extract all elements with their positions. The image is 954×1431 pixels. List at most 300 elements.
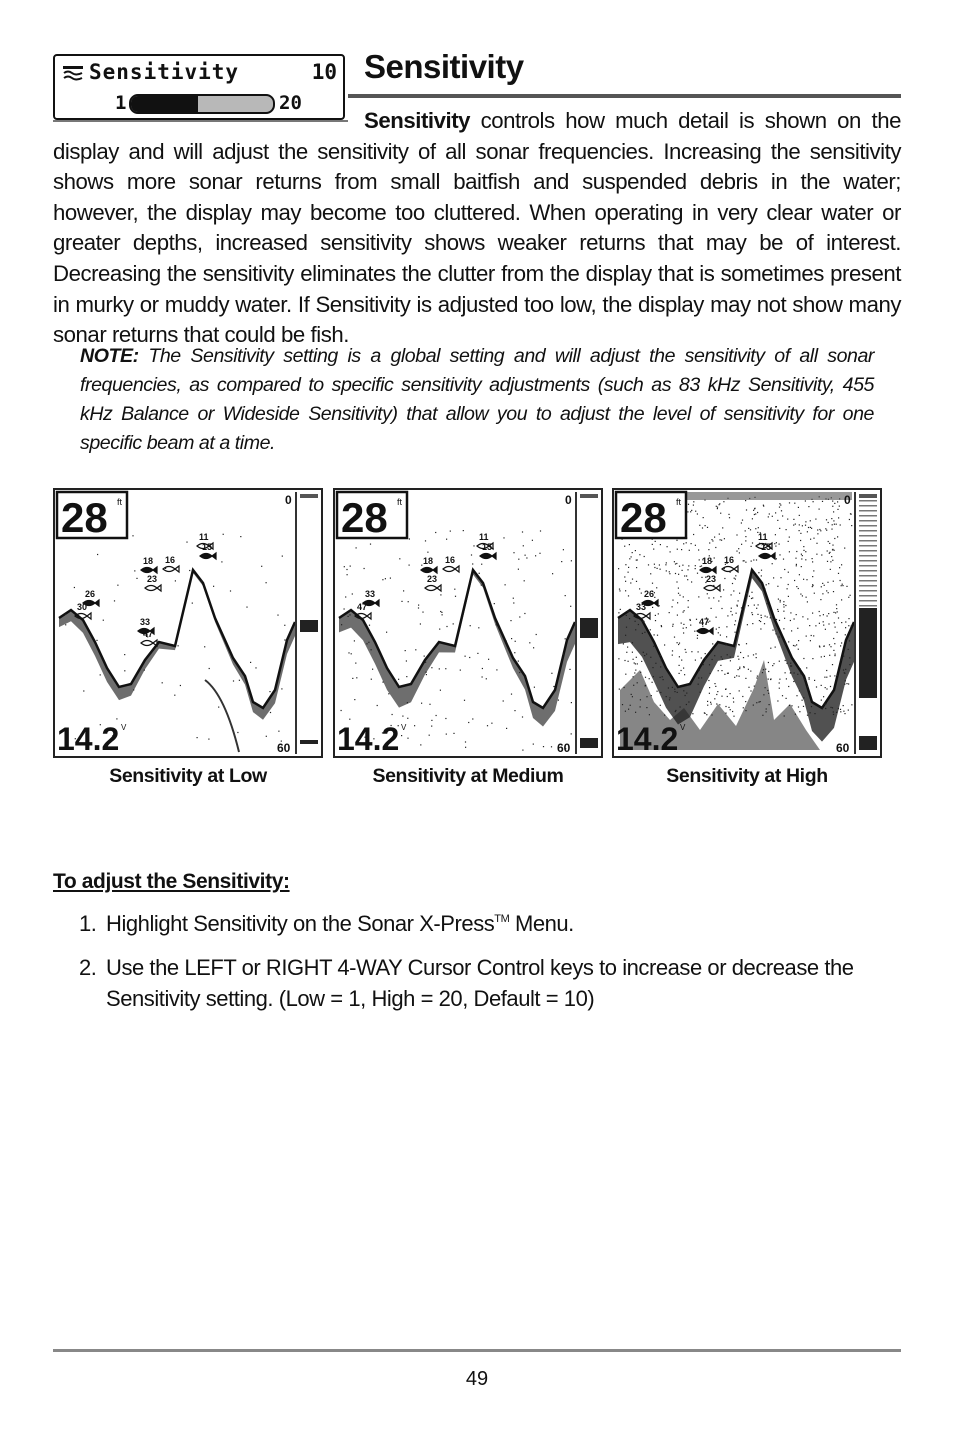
noise-dot — [812, 584, 813, 585]
noise-dot — [727, 696, 728, 697]
noise-dot — [425, 662, 426, 663]
noise-dot — [839, 567, 840, 568]
noise-dot — [736, 551, 737, 552]
noise-dot — [733, 698, 734, 699]
noise-dot — [719, 534, 720, 535]
noise-dot — [624, 576, 625, 577]
noise-dot — [779, 544, 780, 545]
noise-dot — [642, 633, 643, 634]
noise-dot — [736, 634, 737, 635]
noise-dot — [765, 589, 766, 590]
noise-dot — [685, 649, 686, 650]
noise-dot — [439, 629, 440, 630]
noise-dot — [347, 574, 348, 575]
noise-dot — [813, 570, 814, 571]
noise-dot — [768, 671, 769, 672]
noise-dot — [745, 500, 746, 501]
noise-dot — [837, 675, 838, 676]
noise-dot — [834, 655, 835, 656]
noise-dot — [679, 665, 680, 666]
noise-dot — [683, 668, 684, 669]
noise-dot — [633, 659, 634, 660]
noise-dot — [783, 606, 784, 607]
noise-dot — [682, 565, 683, 566]
noise-dot — [720, 665, 721, 666]
noise-dot — [664, 715, 665, 716]
noise-dot — [570, 606, 571, 607]
noise-dot — [741, 544, 742, 545]
noise-dot — [369, 625, 370, 626]
noise-dot — [761, 617, 762, 618]
noise-dot — [719, 503, 720, 504]
noise-dot — [672, 600, 673, 601]
noise-dot — [618, 568, 619, 569]
noise-dot — [628, 567, 629, 568]
noise-dot — [429, 735, 430, 736]
noise-dot — [775, 512, 776, 513]
noise-dot — [727, 615, 728, 616]
noise-dot — [640, 699, 641, 700]
noise-dot — [755, 653, 756, 654]
noise-dot — [734, 677, 735, 678]
noise-dot — [779, 620, 780, 621]
noise-dot — [660, 544, 661, 545]
noise-dot — [780, 577, 781, 578]
fish-depth-label: 33 — [636, 602, 647, 612]
noise-dot — [832, 501, 833, 502]
noise-dot — [739, 552, 740, 553]
noise-dot — [816, 686, 817, 687]
noise-dot — [790, 665, 791, 666]
noise-dot — [676, 581, 677, 582]
noise-dot — [124, 654, 125, 655]
noise-dot — [808, 527, 809, 528]
noise-dot — [341, 624, 342, 625]
noise-dot — [777, 700, 778, 701]
noise-dot — [735, 575, 736, 576]
noise-dot — [486, 678, 487, 679]
noise-dot — [632, 696, 633, 697]
noise-dot — [832, 549, 833, 550]
noise-dot — [848, 597, 849, 598]
flasher-tick — [859, 570, 877, 572]
noise-dot — [753, 510, 754, 511]
noise-dot — [701, 677, 702, 678]
noise-dot — [768, 583, 769, 584]
noise-dot — [629, 618, 630, 619]
noise-dot — [711, 539, 712, 540]
noise-dot — [770, 648, 771, 649]
noise-dot — [660, 666, 661, 667]
noise-dot — [418, 607, 419, 608]
noise-dot — [819, 509, 820, 510]
noise-dot — [840, 711, 841, 712]
noise-dot — [74, 587, 75, 588]
noise-dot — [796, 586, 797, 587]
noise-dot — [655, 620, 656, 621]
noise-dot — [645, 685, 646, 686]
noise-dot — [429, 704, 430, 705]
noise-dot — [237, 732, 238, 733]
noise-dot — [465, 656, 466, 657]
noise-dot — [777, 520, 778, 521]
noise-dot — [703, 517, 704, 518]
noise-dot — [672, 650, 673, 651]
noise-dot — [723, 589, 724, 590]
noise-dot — [787, 519, 788, 520]
noise-dot — [543, 746, 544, 747]
fish-depth-label: 33 — [140, 617, 151, 627]
noise-dot — [779, 688, 780, 689]
noise-dot — [768, 693, 769, 694]
noise-dot — [786, 698, 787, 699]
scale-divider — [575, 492, 577, 754]
noise-dot — [643, 652, 644, 653]
voltage-unit: V — [401, 723, 407, 732]
noise-dot — [727, 654, 728, 655]
noise-dot — [134, 570, 135, 571]
noise-dot — [522, 750, 523, 751]
noise-dot — [812, 576, 813, 577]
flasher-tick — [859, 515, 877, 517]
noise-dot — [800, 673, 801, 674]
fish-depth-label: 16 — [165, 555, 176, 565]
noise-dot — [698, 684, 699, 685]
noise-dot — [223, 534, 224, 535]
noise-dot — [625, 564, 626, 565]
noise-dot — [758, 604, 759, 605]
noise-dot — [789, 705, 790, 706]
noise-dot — [703, 664, 704, 665]
noise-dot — [779, 661, 780, 662]
noise-dot — [699, 559, 700, 560]
noise-dot — [686, 704, 687, 705]
fish-depth-label: 11 — [479, 532, 489, 542]
noise-dot — [636, 567, 637, 568]
noise-dot — [819, 529, 820, 530]
sonar-icon — [62, 65, 84, 88]
noise-dot — [710, 673, 711, 674]
noise-dot — [533, 647, 534, 648]
noise-dot — [716, 506, 717, 507]
noise-dot — [698, 596, 699, 597]
noise-dot — [678, 593, 679, 594]
noise-dot — [425, 540, 426, 541]
noise-dot — [754, 686, 755, 687]
noise-dot — [844, 684, 845, 685]
noise-dot — [136, 578, 137, 579]
noise-dot — [679, 566, 680, 567]
noise-dot — [830, 569, 831, 570]
noise-dot — [807, 531, 808, 532]
noise-dot — [820, 530, 821, 531]
noise-dot — [848, 618, 849, 619]
noise-dot — [669, 573, 670, 574]
noise-dot — [691, 651, 692, 652]
noise-dot — [834, 622, 835, 623]
noise-dot — [841, 622, 842, 623]
noise-dot — [828, 592, 829, 593]
noise-dot — [846, 683, 847, 684]
noise-dot — [748, 687, 749, 688]
noise-dot — [832, 560, 833, 561]
noise-dot — [848, 710, 849, 711]
noise-dot — [815, 519, 816, 520]
fish-depth-label: 23 — [147, 574, 158, 584]
noise-dot — [672, 687, 673, 688]
noise-dot — [724, 674, 725, 675]
noise-dot — [840, 660, 841, 661]
noise-dot — [707, 701, 708, 702]
noise-dot — [812, 561, 813, 562]
noise-dot — [660, 692, 661, 693]
noise-dot — [845, 680, 846, 681]
flasher-tick — [859, 540, 877, 542]
noise-dot — [446, 626, 447, 627]
noise-dot — [757, 614, 758, 615]
noise-dot — [793, 645, 794, 646]
noise-dot — [835, 612, 836, 613]
noise-dot — [835, 627, 836, 628]
noise-dot — [823, 621, 824, 622]
noise-dot — [796, 695, 797, 696]
noise-dot — [708, 680, 709, 681]
noise-dot — [744, 560, 745, 561]
noise-dot — [681, 670, 682, 671]
noise-dot — [758, 702, 759, 703]
noise-dot — [760, 701, 761, 702]
noise-dot — [636, 657, 637, 658]
noise-dot — [422, 612, 423, 613]
noise-dot — [736, 613, 737, 614]
noise-dot — [675, 563, 676, 564]
noise-dot — [752, 614, 753, 615]
flasher-tick — [859, 510, 877, 512]
noise-dot — [117, 585, 118, 586]
noise-dot — [551, 673, 552, 674]
noise-dot — [639, 588, 640, 589]
fish-symbol-icon — [759, 553, 775, 559]
noise-dot — [829, 655, 830, 656]
noise-dot — [661, 660, 662, 661]
noise-dot — [716, 629, 717, 630]
noise-dot — [828, 613, 829, 614]
noise-dot — [625, 635, 626, 636]
noise-dot — [826, 670, 827, 671]
noise-dot — [683, 543, 684, 544]
noise-dot — [677, 615, 678, 616]
noise-dot — [819, 611, 820, 612]
noise-dot — [713, 597, 714, 598]
noise-dot — [755, 528, 756, 529]
noise-dot — [783, 628, 784, 629]
noise-dot — [709, 621, 710, 622]
noise-dot — [698, 677, 699, 678]
noise-dot — [470, 625, 471, 626]
noise-dot — [691, 543, 692, 544]
flasher-tick — [859, 575, 877, 577]
fish-symbol-icon — [200, 553, 216, 559]
flasher-tick — [859, 595, 877, 597]
noise-dot — [719, 627, 720, 628]
noise-dot — [753, 705, 754, 706]
noise-dot — [715, 686, 716, 687]
noise-dot — [518, 559, 519, 560]
scale-bottom-label: 60 — [277, 741, 291, 755]
noise-dot — [371, 649, 372, 650]
noise-dot — [472, 718, 473, 719]
noise-dot — [828, 541, 829, 542]
noise-dot — [790, 620, 791, 621]
noise-dot — [726, 626, 727, 627]
noise-dot — [833, 520, 834, 521]
noise-dot — [619, 590, 620, 591]
noise-dot — [809, 677, 810, 678]
noise-dot — [724, 538, 725, 539]
noise-dot — [813, 635, 814, 636]
noise-dot — [513, 552, 514, 553]
noise-dot — [628, 595, 629, 596]
noise-dot — [821, 586, 822, 587]
sonar-screen-medium — [333, 488, 603, 758]
depth-readout: 28 — [620, 494, 667, 541]
noise-dot — [625, 590, 626, 591]
noise-dot — [823, 625, 824, 626]
noise-dot — [657, 635, 658, 636]
noise-dot — [524, 613, 525, 614]
noise-dot — [409, 565, 410, 566]
noise-dot — [798, 706, 799, 707]
noise-dot — [677, 642, 678, 643]
noise-dot — [463, 530, 464, 531]
caption-high: Sensitivity at High — [666, 765, 828, 787]
noise-dot — [407, 738, 408, 739]
noise-dot — [742, 696, 743, 697]
noise-dot — [780, 601, 781, 602]
noise-dot — [692, 713, 693, 714]
noise-dot — [754, 514, 755, 515]
noise-dot — [496, 669, 497, 670]
noise-dot — [455, 596, 456, 597]
noise-dot — [849, 519, 850, 520]
noise-dot — [660, 655, 661, 656]
voltage-readout: 14.2 — [57, 721, 120, 756]
noise-dot — [641, 593, 642, 594]
noise-dot — [426, 674, 427, 675]
noise-dot — [761, 615, 762, 616]
noise-dot — [758, 572, 759, 573]
noise-dot — [632, 579, 633, 580]
noise-dot — [845, 621, 846, 622]
noise-dot — [695, 565, 696, 566]
noise-dot — [440, 594, 441, 595]
noise-dot — [798, 649, 799, 650]
noise-dot — [778, 611, 779, 612]
scale-bottom-label: 60 — [557, 741, 571, 755]
noise-dot — [745, 540, 746, 541]
noise-dot — [660, 569, 661, 570]
noise-dot — [754, 508, 755, 509]
noise-dot — [810, 527, 811, 528]
noise-dot — [845, 634, 846, 635]
noise-dot — [797, 628, 798, 629]
noise-dot — [803, 579, 804, 580]
noise-dot — [709, 542, 710, 543]
noise-dot — [686, 693, 687, 694]
noise-dot — [739, 644, 740, 645]
noise-dot — [842, 584, 843, 585]
noise-dot — [697, 573, 698, 574]
noise-dot — [836, 524, 837, 525]
noise-dot — [734, 624, 735, 625]
noise-dot — [535, 555, 536, 556]
noise-dot — [848, 649, 849, 650]
noise-dot — [743, 657, 744, 658]
fish-depth-label: 30 — [77, 602, 88, 612]
noise-dot — [749, 596, 750, 597]
noise-dot — [213, 586, 214, 587]
noise-dot — [284, 625, 285, 626]
noise-dot — [431, 720, 432, 721]
noise-dot — [765, 616, 766, 617]
noise-dot — [837, 611, 838, 612]
noise-dot — [741, 607, 742, 608]
noise-dot — [823, 696, 824, 697]
noise-dot — [709, 693, 710, 694]
noise-dot — [806, 636, 807, 637]
noise-dot — [813, 538, 814, 539]
flasher-tick — [859, 530, 877, 532]
noise-dot — [282, 556, 283, 557]
flasher-tick — [859, 545, 877, 547]
noise-dot — [678, 588, 679, 589]
noise-dot — [239, 680, 240, 681]
noise-dot — [764, 623, 765, 624]
noise-dot — [714, 698, 715, 699]
noise-dot — [641, 661, 642, 662]
noise-dot — [848, 625, 849, 626]
noise-dot — [525, 555, 526, 556]
noise-dot — [723, 501, 724, 502]
noise-dot — [702, 527, 703, 528]
noise-dot — [801, 554, 802, 555]
noise-dot — [415, 649, 416, 650]
noise-dot — [503, 537, 504, 538]
noise-dot — [683, 612, 684, 613]
fish-symbol-icon — [141, 640, 157, 646]
noise-dot — [756, 559, 757, 560]
noise-dot — [625, 581, 626, 582]
noise-dot — [349, 614, 350, 615]
noise-dot — [472, 563, 473, 564]
slider-max-label: 20 — [279, 92, 302, 114]
noise-dot — [799, 690, 800, 691]
noise-dot — [356, 677, 357, 678]
noise-dot — [762, 587, 763, 588]
noise-dot — [693, 501, 694, 502]
noise-dot — [714, 537, 715, 538]
noise-dot — [745, 530, 746, 531]
noise-dot — [571, 702, 572, 703]
noise-dot — [488, 659, 489, 660]
noise-dot — [514, 710, 515, 711]
noise-dot — [774, 543, 775, 544]
noise-dot — [441, 612, 442, 613]
flasher-tick — [859, 560, 877, 562]
noise-dot — [406, 676, 407, 677]
noise-dot — [711, 704, 712, 705]
noise-dot — [745, 536, 746, 537]
